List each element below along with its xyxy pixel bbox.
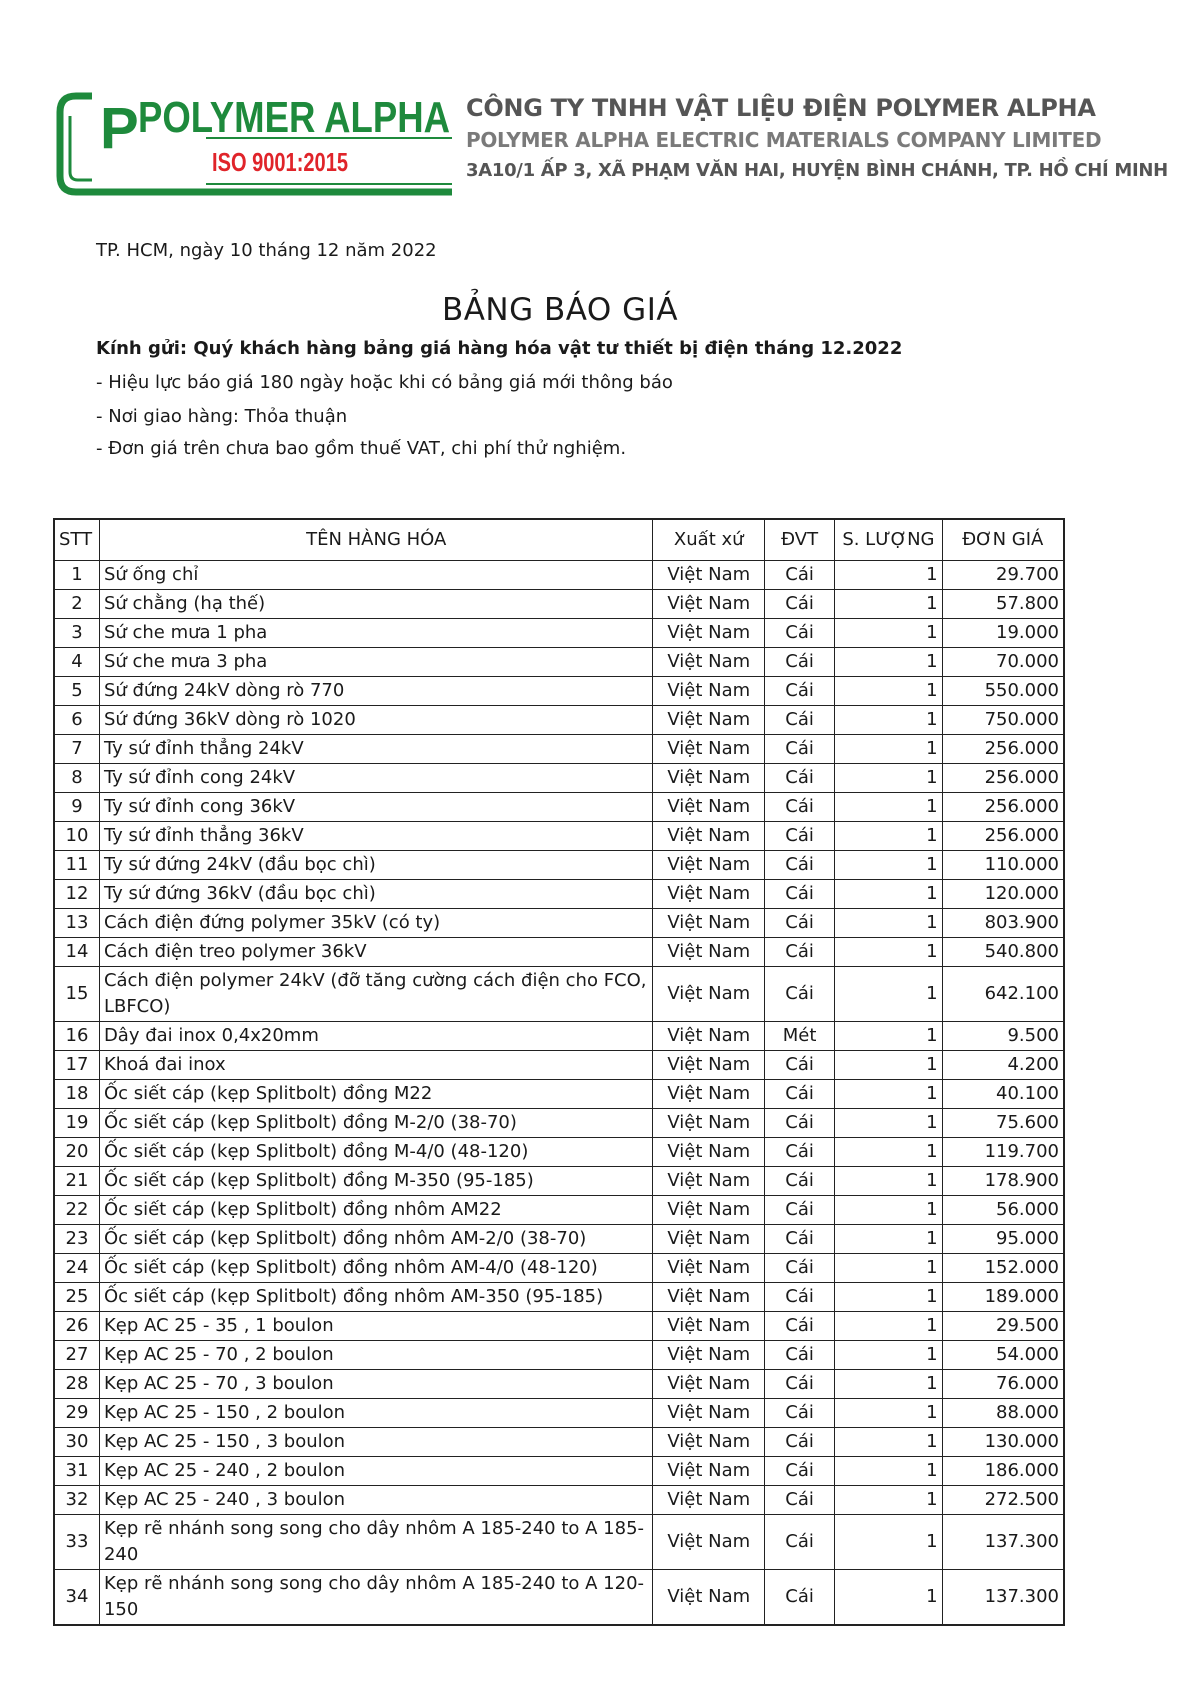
row-stt: 15 <box>54 967 99 1022</box>
row-price: 120.000 <box>942 880 1064 909</box>
row-quantity: 1 <box>835 822 942 851</box>
row-price: 186.000 <box>942 1457 1064 1486</box>
table-row <box>54 1022 1064 1051</box>
row-stt: 29 <box>54 1399 99 1428</box>
row-origin: Việt Nam <box>653 1515 765 1570</box>
row-unit: Cái <box>765 880 835 909</box>
row-name: Kẹp rẽ nhánh song song cho dây nhôm A 185-240 to A 185-240 <box>99 1515 653 1570</box>
row-price: 256.000 <box>942 822 1064 851</box>
table-row <box>54 1370 1064 1399</box>
row-origin: Việt Nam <box>653 1254 765 1283</box>
table-row <box>54 1312 1064 1341</box>
row-name: Sứ đứng 36kV dòng rò 1020 <box>99 706 653 735</box>
row-origin: Việt Nam <box>653 706 765 735</box>
row-price: 137.300 <box>942 1515 1064 1570</box>
row-origin: Việt Nam <box>653 880 765 909</box>
table-row <box>54 851 1064 880</box>
row-name: Khoá đai inox <box>99 1051 653 1080</box>
row-name: Ốc siết cáp (kẹp Splitbolt) đồng nhôm AM22 <box>99 1196 653 1225</box>
row-stt: 25 <box>54 1283 99 1312</box>
row-stt: 3 <box>54 619 99 648</box>
row-origin: Việt Nam <box>653 735 765 764</box>
row-quantity: 1 <box>835 1225 942 1254</box>
row-stt: 28 <box>54 1370 99 1399</box>
row-unit: Cái <box>765 1457 835 1486</box>
row-unit: Cái <box>765 1399 835 1428</box>
row-quantity: 1 <box>835 1486 942 1515</box>
row-price: 4.200 <box>942 1051 1064 1080</box>
table-row <box>54 1570 1064 1626</box>
row-unit: Cái <box>765 909 835 938</box>
row-unit: Cái <box>765 1570 835 1626</box>
price-table <box>53 518 1065 1626</box>
table-row <box>54 1428 1064 1457</box>
row-origin: Việt Nam <box>653 1312 765 1341</box>
row-stt: 12 <box>54 880 99 909</box>
row-unit: Cái <box>765 1428 835 1457</box>
row-origin: Việt Nam <box>653 1283 765 1312</box>
row-unit: Cái <box>765 851 835 880</box>
row-unit: Cái <box>765 1486 835 1515</box>
row-price: 110.000 <box>942 851 1064 880</box>
row-stt: 10 <box>54 822 99 851</box>
row-price: 540.800 <box>942 938 1064 967</box>
row-price: 88.000 <box>942 1399 1064 1428</box>
row-stt: 22 <box>54 1196 99 1225</box>
row-price: 70.000 <box>942 648 1064 677</box>
row-name: Sứ chằng (hạ thế) <box>99 590 653 619</box>
table-row <box>54 764 1064 793</box>
row-unit: Cái <box>765 1051 835 1080</box>
row-price: 54.000 <box>942 1341 1064 1370</box>
row-unit: Cái <box>765 1196 835 1225</box>
row-quantity: 1 <box>835 648 942 677</box>
row-stt: 6 <box>54 706 99 735</box>
row-quantity: 1 <box>835 967 942 1022</box>
header-name: TÊN HÀNG HÓA <box>99 519 653 561</box>
note-vat: - Đơn giá trên chưa bao gồm thuế VAT, chi phí thử nghiệm. <box>96 438 627 459</box>
row-stt: 23 <box>54 1225 99 1254</box>
row-quantity: 1 <box>835 677 942 706</box>
row-stt: 30 <box>54 1428 99 1457</box>
row-quantity: 1 <box>835 590 942 619</box>
row-origin: Việt Nam <box>653 1225 765 1254</box>
row-origin: Việt Nam <box>653 1570 765 1626</box>
row-quantity: 1 <box>835 1399 942 1428</box>
row-stt: 11 <box>54 851 99 880</box>
row-stt: 14 <box>54 938 99 967</box>
row-origin: Việt Nam <box>653 967 765 1022</box>
row-origin: Việt Nam <box>653 909 765 938</box>
row-name: Ốc siết cáp (kẹp Splitbolt) đồng M-2/0 (38-70) <box>99 1109 653 1138</box>
row-unit: Cái <box>765 1225 835 1254</box>
row-name: Ốc siết cáp (kẹp Splitbolt) đồng M-350 (95-185) <box>99 1167 653 1196</box>
row-stt: 9 <box>54 793 99 822</box>
table-row <box>54 1515 1064 1570</box>
row-unit: Cái <box>765 1254 835 1283</box>
row-price: 40.100 <box>942 1080 1064 1109</box>
table-row <box>54 1138 1064 1167</box>
row-origin: Việt Nam <box>653 1109 765 1138</box>
row-quantity: 1 <box>835 1457 942 1486</box>
row-unit: Cái <box>765 1283 835 1312</box>
row-name: Ốc siết cáp (kẹp Splitbolt) đồng M22 <box>99 1080 653 1109</box>
note-delivery: - Nơi giao hàng: Thỏa thuận <box>96 406 348 427</box>
table-row <box>54 590 1064 619</box>
row-quantity: 1 <box>835 1428 942 1457</box>
row-price: 178.900 <box>942 1167 1064 1196</box>
row-origin: Việt Nam <box>653 1428 765 1457</box>
row-stt: 7 <box>54 735 99 764</box>
company-name-en: POLYMER ALPHA ELECTRIC MATERIALS COMPANY LIMITED <box>466 128 1102 152</box>
row-quantity: 1 <box>835 561 942 590</box>
company-info <box>466 94 1168 190</box>
date-line: TP. HCM, ngày 10 tháng 12 năm 2022 <box>96 240 437 261</box>
table-row <box>54 1254 1064 1283</box>
row-quantity: 1 <box>835 1283 942 1312</box>
row-price: 56.000 <box>942 1196 1064 1225</box>
row-unit: Cái <box>765 1370 835 1399</box>
row-origin: Việt Nam <box>653 648 765 677</box>
row-name: Ốc siết cáp (kẹp Splitbolt) đồng nhôm AM-350 (95-185) <box>99 1283 653 1312</box>
table-row <box>54 648 1064 677</box>
header-quantity: S. LƯỢNG <box>835 519 942 561</box>
row-name: Kẹp AC 25 - 240 , 2 boulon <box>99 1457 653 1486</box>
row-unit: Cái <box>765 1341 835 1370</box>
header-origin: Xuất xứ <box>653 519 765 561</box>
row-quantity: 1 <box>835 1570 942 1626</box>
row-unit: Mét <box>765 1022 835 1051</box>
table-row <box>54 1225 1064 1254</box>
table-row <box>54 1341 1064 1370</box>
row-unit: Cái <box>765 735 835 764</box>
row-name: Kẹp AC 25 - 70 , 3 boulon <box>99 1370 653 1399</box>
table-row <box>54 793 1064 822</box>
row-unit: Cái <box>765 1109 835 1138</box>
table-row <box>54 967 1064 1022</box>
row-price: 57.800 <box>942 590 1064 619</box>
table-row <box>54 619 1064 648</box>
table-header-row <box>54 519 1064 561</box>
row-name: Kẹp AC 25 - 70 , 2 boulon <box>99 1341 653 1370</box>
row-name: Kẹp AC 25 - 150 , 2 boulon <box>99 1399 653 1428</box>
company-logo <box>56 92 456 198</box>
row-price: 19.000 <box>942 619 1064 648</box>
row-origin: Việt Nam <box>653 851 765 880</box>
row-stt: 34 <box>54 1570 99 1626</box>
table-row <box>54 706 1064 735</box>
row-quantity: 1 <box>835 1341 942 1370</box>
row-stt: 20 <box>54 1138 99 1167</box>
row-name: Ốc siết cáp (kẹp Splitbolt) đồng nhôm AM-2/0 (38-70) <box>99 1225 653 1254</box>
row-unit: Cái <box>765 822 835 851</box>
row-price: 95.000 <box>942 1225 1064 1254</box>
row-name: Sứ ống chỉ <box>99 561 653 590</box>
row-price: 189.000 <box>942 1283 1064 1312</box>
table-row <box>54 938 1064 967</box>
row-quantity: 1 <box>835 1515 942 1570</box>
row-price: 29.700 <box>942 561 1064 590</box>
row-quantity: 1 <box>835 1138 942 1167</box>
row-stt: 17 <box>54 1051 99 1080</box>
row-origin: Việt Nam <box>653 1080 765 1109</box>
row-name: Cách điện treo polymer 36kV <box>99 938 653 967</box>
letterhead <box>56 92 1168 202</box>
row-name: Ty sứ đỉnh cong 36kV <box>99 793 653 822</box>
row-price: 119.700 <box>942 1138 1064 1167</box>
row-price: 803.900 <box>942 909 1064 938</box>
row-quantity: 1 <box>835 880 942 909</box>
row-price: 152.000 <box>942 1254 1064 1283</box>
row-stt: 16 <box>54 1022 99 1051</box>
row-quantity: 1 <box>835 619 942 648</box>
row-unit: Cái <box>765 1167 835 1196</box>
page-title: BẢNG BÁO GIÁ <box>441 292 679 328</box>
row-unit: Cái <box>765 1515 835 1570</box>
row-stt: 13 <box>54 909 99 938</box>
row-stt: 31 <box>54 1457 99 1486</box>
row-stt: 33 <box>54 1515 99 1570</box>
row-origin: Việt Nam <box>653 1486 765 1515</box>
row-unit: Cái <box>765 706 835 735</box>
row-origin: Việt Nam <box>653 1457 765 1486</box>
row-unit: Cái <box>765 648 835 677</box>
row-price: 256.000 <box>942 764 1064 793</box>
row-quantity: 1 <box>835 1370 942 1399</box>
row-origin: Việt Nam <box>653 561 765 590</box>
row-stt: 27 <box>54 1341 99 1370</box>
row-origin: Việt Nam <box>653 1051 765 1080</box>
header-stt: STT <box>54 519 99 561</box>
header-price: ĐƠN GIÁ <box>942 519 1064 561</box>
row-unit: Cái <box>765 1080 835 1109</box>
table-row <box>54 1486 1064 1515</box>
row-origin: Việt Nam <box>653 677 765 706</box>
row-quantity: 1 <box>835 909 942 938</box>
row-origin: Việt Nam <box>653 590 765 619</box>
row-origin: Việt Nam <box>653 764 765 793</box>
row-price: 76.000 <box>942 1370 1064 1399</box>
row-unit: Cái <box>765 1312 835 1341</box>
row-stt: 26 <box>54 1312 99 1341</box>
table-row <box>54 1167 1064 1196</box>
row-quantity: 1 <box>835 735 942 764</box>
row-quantity: 1 <box>835 1196 942 1225</box>
row-name: Kẹp AC 25 - 35 , 1 boulon <box>99 1312 653 1341</box>
row-unit: Cái <box>765 764 835 793</box>
row-name: Sứ đứng 24kV dòng rò 770 <box>99 677 653 706</box>
row-origin: Việt Nam <box>653 1167 765 1196</box>
row-stt: 21 <box>54 1167 99 1196</box>
row-unit: Cái <box>765 793 835 822</box>
row-price: 550.000 <box>942 677 1064 706</box>
row-origin: Việt Nam <box>653 938 765 967</box>
row-unit: Cái <box>765 561 835 590</box>
table-row <box>54 1196 1064 1225</box>
row-price: 642.100 <box>942 967 1064 1022</box>
row-name: Sứ che mưa 3 pha <box>99 648 653 677</box>
company-name-vn: CÔNG TY TNHH VẬT LIỆU ĐIỆN POLYMER ALPHA <box>466 94 1096 122</box>
row-stt: 4 <box>54 648 99 677</box>
header-unit: ĐVT <box>765 519 835 561</box>
row-stt: 18 <box>54 1080 99 1109</box>
row-name: Ty sứ đứng 24kV (đầu bọc chì) <box>99 851 653 880</box>
row-origin: Việt Nam <box>653 1196 765 1225</box>
row-origin: Việt Nam <box>653 619 765 648</box>
table-row <box>54 735 1064 764</box>
row-name: Ốc siết cáp (kẹp Splitbolt) đồng nhôm AM-4/0 (48-120) <box>99 1254 653 1283</box>
table-body <box>54 561 1064 1626</box>
row-quantity: 1 <box>835 764 942 793</box>
row-price: 75.600 <box>942 1109 1064 1138</box>
row-price: 29.500 <box>942 1312 1064 1341</box>
row-name: Ty sứ đỉnh cong 24kV <box>99 764 653 793</box>
row-origin: Việt Nam <box>653 1138 765 1167</box>
row-quantity: 1 <box>835 1167 942 1196</box>
row-name: Ty sứ đỉnh thẳng 24kV <box>99 735 653 764</box>
row-stt: 1 <box>54 561 99 590</box>
row-name: Cách điện đứng polymer 35kV (có ty) <box>99 909 653 938</box>
row-name: Cách điện polymer 24kV (đỡ tăng cường cách điện cho FCO, LBFCO) <box>99 967 653 1022</box>
note-validity: - Hiệu lực báo giá 180 ngày hoặc khi có bảng giá mới thông báo <box>96 372 673 393</box>
row-name: Kẹp AC 25 - 240 , 3 boulon <box>99 1486 653 1515</box>
row-origin: Việt Nam <box>653 1341 765 1370</box>
company-address: 3A10/1 ẤP 3, XÃ PHẠM VĂN HAI, HUYỆN BÌNH CHÁNH, TP. HỒ CHÍ MINH <box>466 160 1168 181</box>
row-unit: Cái <box>765 590 835 619</box>
row-name: Sứ che mưa 1 pha <box>99 619 653 648</box>
row-stt: 19 <box>54 1109 99 1138</box>
row-origin: Việt Nam <box>653 1022 765 1051</box>
table-row <box>54 1080 1064 1109</box>
row-quantity: 1 <box>835 1022 942 1051</box>
row-price: 750.000 <box>942 706 1064 735</box>
row-unit: Cái <box>765 967 835 1022</box>
row-name: Kẹp rẽ nhánh song song cho dây nhôm A 185-240 to A 120-150 <box>99 1570 653 1626</box>
table-row <box>54 1283 1064 1312</box>
row-stt: 8 <box>54 764 99 793</box>
row-quantity: 1 <box>835 1254 942 1283</box>
table-row <box>54 909 1064 938</box>
row-quantity: 1 <box>835 1109 942 1138</box>
row-quantity: 1 <box>835 793 942 822</box>
row-origin: Việt Nam <box>653 1370 765 1399</box>
row-unit: Cái <box>765 677 835 706</box>
row-name: Ốc siết cáp (kẹp Splitbolt) đồng M-4/0 (48-120) <box>99 1138 653 1167</box>
table-row <box>54 1109 1064 1138</box>
row-name: Dây đai inox 0,4x20mm <box>99 1022 653 1051</box>
table-row <box>54 1457 1064 1486</box>
row-stt: 32 <box>54 1486 99 1515</box>
row-name: Ty sứ đứng 36kV (đầu bọc chì) <box>99 880 653 909</box>
table-row <box>54 677 1064 706</box>
row-name: Kẹp AC 25 - 150 , 3 boulon <box>99 1428 653 1457</box>
table-row <box>54 561 1064 590</box>
table-row <box>54 822 1064 851</box>
table-row <box>54 1399 1064 1428</box>
row-stt: 5 <box>54 677 99 706</box>
greeting: Kính gửi: Quý khách hàng bảng giá hàng hóa vật tư thiết bị điện tháng 12.2022 <box>96 338 903 359</box>
table-row <box>54 880 1064 909</box>
row-unit: Cái <box>765 1138 835 1167</box>
svg-text:POLYMER ALPHA: POLYMER ALPHA <box>138 93 450 142</box>
row-unit: Cái <box>765 619 835 648</box>
row-origin: Việt Nam <box>653 793 765 822</box>
row-price: 137.300 <box>942 1570 1064 1626</box>
row-price: 256.000 <box>942 793 1064 822</box>
row-quantity: 1 <box>835 851 942 880</box>
row-quantity: 1 <box>835 1080 942 1109</box>
row-quantity: 1 <box>835 1312 942 1341</box>
row-unit: Cái <box>765 938 835 967</box>
row-price: 9.500 <box>942 1022 1064 1051</box>
row-price: 272.500 <box>942 1486 1064 1515</box>
row-origin: Việt Nam <box>653 822 765 851</box>
row-quantity: 1 <box>835 1051 942 1080</box>
row-name: Ty sứ đỉnh thẳng 36kV <box>99 822 653 851</box>
table-row <box>54 1051 1064 1080</box>
row-origin: Việt Nam <box>653 1399 765 1428</box>
row-stt: 2 <box>54 590 99 619</box>
svg-text:P: P <box>100 96 139 161</box>
row-stt: 24 <box>54 1254 99 1283</box>
row-quantity: 1 <box>835 706 942 735</box>
svg-text:ISO 9001:2015: ISO 9001:2015 <box>212 147 348 177</box>
row-price: 130.000 <box>942 1428 1064 1457</box>
row-price: 256.000 <box>942 735 1064 764</box>
row-quantity: 1 <box>835 938 942 967</box>
